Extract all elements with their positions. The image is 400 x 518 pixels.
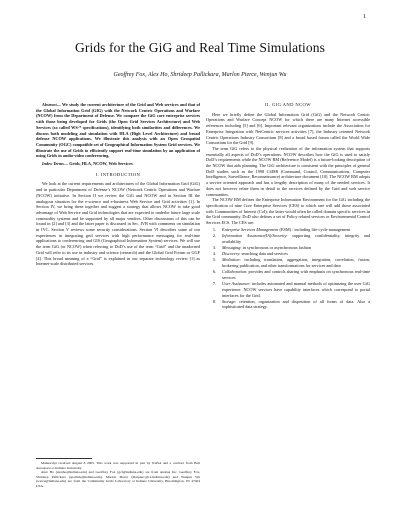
list-item	[206, 245, 370, 251]
list-item	[206, 269, 370, 280]
list-item-number: 4.	[212, 251, 216, 257]
list-item-term: Enterprise Services Management	[222, 226, 279, 232]
introduction-paragraph: We look at the current requirements and architectures of the Global Information Grid (GiG) and in particular Department of Defense’s NCOW (Network Centric Operations and Warfare (NCOW) initiative. In Section II we review the GiG and NCOW and in Section III the analogous situation for the e-science and e-business Web Service and Grid activities [1]. In Section IV, we bring these together and suggest a strategy that allows NCOW to take good advantage of Web Service and Grid technologies that are expected to underlie future large scale commodity systems and be supported by all major vendors. Other discussions of this can be found in [2] and [3] and the latter paper is discussed in Sec. IVB with comments on simulation in IVC. Section V reviews some security considerations. Section VI describes some of our experiences in integrating grid services with high performance messaging for real-time applications to conferencing and GIS (Geographical Information System) services. We will use the term GiG (or NCOW) when referring to DoD’s use of the term “Grid” and the unadorned Grid will refer to its use in industry and science (research) and the Global Grid Forum or GGF [4]. This broad meaning of a “Grid” is explained in our separate technology review [1] as Internet-scale distributed services.	[36, 181, 200, 267]
section-two-heading: II. GIG AND NCOW	[265, 102, 311, 107]
list-item-number: 7.	[212, 281, 216, 287]
ces-list	[206, 227, 370, 310]
list-item-description: : searching data and services	[239, 251, 288, 257]
list-item-description: : in synchronous or asynchronous fashion	[240, 244, 312, 250]
list-item	[206, 281, 370, 298]
list-item-number: 3.	[212, 244, 216, 250]
list-item-number: 6.	[212, 269, 216, 275]
abstract-label: Abstract	[42, 102, 57, 107]
section-two-paragraph-3: The NCOW RM defines the Enterprise Information Environment for the GiG including the specification of nine Core Enterprise Services (CES) to which one will add those associated with Communities of Interest (CoI); the latter would often be called domain specific services in the Grid community. DoD also defines a set of Policy related services or Environmental Control Services ECS. The CES are:	[206, 197, 370, 226]
list-item	[206, 299, 370, 310]
list-item-number: 2.	[212, 232, 216, 238]
index-terms-text: — Grids, HLA, NCOW, Web Services	[63, 161, 133, 167]
list-item-term: Mediation	[222, 257, 240, 263]
list-item-term: User Assistance	[222, 281, 250, 287]
list-item-term: Information Assurance(IA)/Security	[222, 232, 287, 238]
paper-title: Grids for the GiG and Real Time Simulations	[75, 40, 325, 55]
list-item-term: Storage	[222, 298, 236, 304]
section-two-paragraph-1: Here we briefly define the Global Information Grid (GiG) and the Network Centric Operations and Warfare Concept NCOW for which there are many Internet accessible references including [5] and [6]. Important relevant organizations include the Association for Enterprise Integration with NetCentric services activities [7], the Industry oriented Network Centric Operations Industry Consortium [8] and a broad based forum called the World Wide Consortium for the Grid [9].	[206, 111, 370, 146]
introduction-heading: I. INTRODUCTION	[95, 171, 141, 177]
index-terms-label: Index Terms	[42, 161, 64, 167]
list-item	[206, 251, 370, 257]
list-item	[206, 227, 370, 233]
abstract	[36, 102, 200, 159]
list-item-term: Messaging	[222, 244, 241, 250]
list-item-description: : supporting confidentiality, integrity and availability	[222, 232, 371, 244]
abstract-text: — We study the current architecture of the Grid and Web services and that of the Global Information Grid (GIG) with the Network Centric Operations and Warfare (NCOW) from the Department of Defense. We compare the GiG core enterprise services with those being developed for Grids (the Open Grid Services Architecture) and Web Services (so called WS-* specifications), identifying both similarities and differences. We discuss both modeling and simulation with HLA (High Level Architecture) and broad defense NCOW applications. We illustrate this analysis with an Open Geospatial Community (OGC) compatible set of Geographical Information System Grid services. We illustrate the use of Grids to efficiently support real-time simulation by an application of using Grids in audio-video conferencing.	[36, 102, 200, 159]
list-item-description: : provides and controls sharing with emphasis on synchronous real-time services	[222, 269, 370, 280]
right-column	[206, 102, 370, 311]
section-two-paragraph-2: The term GiG refers to the physical realization of the information system that supports essentially all aspects of DoD’s operations. NCOW describes how the GiG is used to satisfy DoD’s requirements while the NCOW RM (Reference Model) is a future-looking description of the NCOW that aids planning. The GiG architecture is consistent with the principles of general DoD studies such as the 1998 C4ISR (Command, Control, Communications, Computer Intelligence, Surveillance, Reconnaissance) architecture document [10]. The NCOW RM adopts a service oriented approach and has a lengthy description of many of the needed services. It does not however relate them in detail to the services defined by the Grid and web service communities.	[206, 145, 370, 197]
footnote	[36, 461, 200, 489]
list-item-number: 5.	[212, 257, 216, 263]
list-item-term: Collaboration	[222, 269, 247, 275]
list-item	[206, 233, 370, 244]
list-item-number: 1.	[212, 226, 216, 232]
list-item-term: Discovery	[222, 251, 240, 257]
page-number: 1	[363, 14, 366, 20]
author-list: Geoffrey Fox, Alex Ho, Shrideep Pallickara, Marlon Pierce, Wenjun Wu	[113, 72, 287, 78]
list-item-number: 8.	[212, 298, 216, 304]
list-item-description: : includes automated and manual methods of optimizing the user GiG experience. NCOW services have capability interfaces which correspond to portal interfaces for the Grid.	[222, 281, 370, 298]
footnote-affiliations: Alex Ho (alexho@indiana.edu) and Geoffrey Fox (gcf@indiana.edu) are from Anabas Inc. Geoffrey Fox, Shrideep Pallickara (spallick@indiana.edu), Marlon Pierce (marpierc@cs.indiana.edu) and Wenjun Wu (wewu@indiana.edu) are from the Community Grids Laboratory at Indiana University, Bloomington, IN 47404 USA.	[36, 470, 200, 488]
footnote-rule	[36, 458, 92, 459]
list-item-description: : including translation, aggregation, integration, correlation, fusion, brokering publication, and other transformations for services and data	[222, 257, 370, 268]
footnote-manuscript: Manuscript received August 8 2005. This work was supported in part by NASA and a contract from Ball Aerospace to Indiana University.	[36, 461, 200, 470]
list-item-description: (ESM) : including life-cycle management	[278, 226, 351, 232]
index-terms	[36, 161, 200, 167]
left-column	[36, 102, 200, 267]
list-item-description: : retention, organization and disposition of all forms of data. Also a sophisticated data strategy.	[222, 298, 370, 310]
list-item	[206, 257, 370, 268]
